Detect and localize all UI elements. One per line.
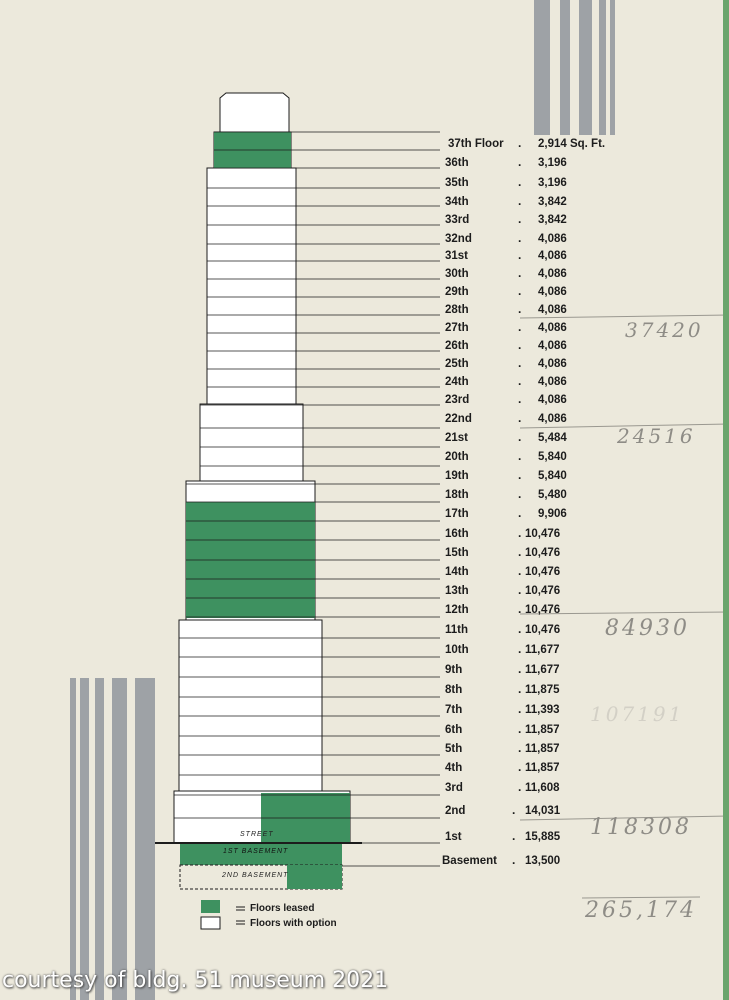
floor-label: 12th [445, 604, 469, 616]
floor-dot-leader: . [518, 231, 522, 245]
floor-label: 11th [445, 624, 469, 636]
floor-dot-leader: . [518, 430, 522, 444]
floor-dot-leader: . [518, 175, 522, 189]
floor-label: 35th [445, 177, 469, 189]
floor-dot-leader: . [518, 741, 522, 755]
floor-area-value: 4,086 [538, 250, 567, 262]
floor-label: 25th [445, 358, 469, 370]
floor-label: 20th [445, 451, 469, 463]
floor-label: 22nd [445, 413, 472, 425]
floor-label: 7th [445, 704, 463, 716]
floor-area-value: 10,476 [525, 585, 561, 597]
floor-dot-leader: . [518, 682, 522, 696]
floor-area-value: 2,914 Sq. Ft. [538, 138, 606, 150]
floor-area-value: 15,885 [525, 831, 561, 843]
credit-watermark: courtesy of bldg. 51 museum 2021 [2, 968, 389, 993]
floor-label: 16th [445, 528, 469, 540]
floor-label: 13th [445, 585, 469, 597]
handwritten-total: 118308 [590, 815, 692, 840]
legend-leased-label: Floors leased [250, 903, 315, 914]
floor-label: 21st [445, 432, 469, 444]
floor-dot-leader: . [518, 780, 522, 794]
floor-area-value: 4,086 [538, 233, 567, 245]
floor-dot-leader: . [518, 622, 522, 636]
floor-area-value: 11,393 [525, 704, 560, 716]
floor-label: 10th [445, 644, 469, 656]
floor-label: 15th [445, 547, 469, 559]
floor-dot-leader: . [518, 338, 522, 352]
floor-dot-leader: . [518, 194, 522, 208]
floor-dot-leader: . [518, 212, 522, 226]
floor-label: 19th [445, 470, 469, 482]
floor-label: 5th [445, 743, 463, 755]
floor-label: 26th [445, 340, 469, 352]
floor-dot-leader: . [518, 662, 522, 676]
basement2-label: 2ND BASEMENT [222, 872, 289, 879]
floor-area-value: 5,840 [538, 470, 567, 482]
floor-area-value: 4,086 [538, 304, 567, 316]
floor-dot-leader: . [518, 356, 522, 370]
floor-area-value: 3,196 [538, 177, 567, 189]
floor-dot-leader: . [518, 449, 522, 463]
floor-label: 14th [445, 566, 469, 578]
handwritten-total: 37420 [625, 318, 704, 342]
floor-label: 28th [445, 304, 469, 316]
floor-area-value: 4,086 [538, 286, 567, 298]
floor-area-value: 10,476 [525, 604, 561, 616]
floor-dot-leader: . [518, 392, 522, 406]
floor-area-value: 13,500 [525, 855, 561, 867]
floor-label: 8th [445, 684, 463, 696]
floor-area-value: 4,086 [538, 340, 567, 352]
floor-area-value: 11,608 [525, 782, 560, 794]
floor-label: 24th [445, 376, 469, 388]
floor-area-value: 11,857 [525, 724, 560, 736]
floor-label: 32nd [445, 233, 472, 245]
floor-area-value: 11,857 [525, 743, 560, 755]
floor-dot-leader: . [518, 702, 522, 716]
floor-area-value: 4,086 [538, 322, 567, 334]
floor-dot-leader: . [518, 722, 522, 736]
floor-dot-leader: . [518, 284, 522, 298]
floor-dot-leader: . [518, 468, 522, 482]
floor-dot-leader: . [518, 248, 522, 262]
floor-label: 17th [445, 508, 469, 520]
floor-area-value: 11,875 [525, 684, 560, 696]
right-edge-green [723, 0, 729, 1000]
floor-dot-leader: . [518, 411, 522, 425]
floor-label: 36th [445, 157, 469, 169]
floor-dot-leader: . [518, 487, 522, 501]
basement1-label: 1ST BASEMENT [223, 848, 289, 855]
floor-dot-leader: . [518, 526, 522, 540]
floor-label: 33rd [445, 214, 470, 226]
floor-label: 18th [445, 489, 469, 501]
floor-label: 9th [445, 664, 463, 676]
floor-area-value: 3,842 [538, 214, 567, 226]
floor-dot-leader: . [518, 155, 522, 169]
leased-basement-2-partial [287, 865, 342, 889]
floor-label: Basement [442, 855, 497, 867]
building-crown-cap [220, 93, 289, 132]
floor-label: 29th [445, 286, 469, 298]
floor-dot-leader: . [518, 545, 522, 559]
floor-area-value: 11,677 [525, 664, 560, 676]
floor-dot-leader: . [518, 302, 522, 316]
building-section [200, 404, 303, 481]
handwritten-total: 107191 [590, 702, 685, 726]
floor-dot-leader: . [518, 583, 522, 597]
floor-label: 4th [445, 762, 463, 774]
floor-area-value: 10,476 [525, 528, 561, 540]
floor-dot-leader: . [512, 853, 516, 867]
floor-area-value: 10,476 [525, 566, 561, 578]
floor-area-value: 9,906 [538, 508, 567, 520]
floor-area-value: 14,031 [525, 805, 561, 817]
floor-label: 1st [445, 831, 462, 843]
floor-area-value: 4,086 [538, 413, 567, 425]
floor-area-value: 4,086 [538, 358, 567, 370]
building-silhouette [155, 93, 440, 889]
floor-dot-leader: . [512, 829, 516, 843]
floor-area-value: 4,086 [538, 394, 567, 406]
floor-label: 37th Floor [448, 138, 504, 150]
floor-label: 30th [445, 268, 469, 280]
floor-dot-leader: . [512, 803, 516, 817]
legend-equals-marks [236, 907, 245, 924]
floor-dot-leader: . [518, 374, 522, 388]
floor-area-value: 3,842 [538, 196, 567, 208]
decorative-stripes-bottom [70, 678, 155, 1000]
floor-dot-leader: . [518, 266, 522, 280]
floor-dot-leader: . [518, 320, 522, 334]
floor-label: 2nd [445, 805, 466, 817]
legend-leased-swatch [201, 900, 220, 913]
floor-dot-leader: . [518, 564, 522, 578]
handwritten-total: 265,174 [585, 898, 697, 923]
floor-label: 27th [445, 322, 469, 334]
floor-area-value: 4,086 [538, 268, 567, 280]
floor-area-value: 5,840 [538, 451, 567, 463]
legend-option-label: Floors with option [250, 918, 337, 929]
floor-dot-leader: . [518, 602, 522, 616]
floor-dot-leader: . [518, 136, 522, 150]
handwritten-total: 84930 [605, 616, 690, 641]
floor-area-value: 3,196 [538, 157, 567, 169]
legend-option-swatch [201, 917, 220, 929]
floor-area-value: 10,476 [525, 624, 561, 636]
floor-area-value: 11,857 [525, 762, 560, 774]
floor-area-value: 11,677 [525, 644, 560, 656]
floor-area-value: 5,484 [538, 432, 567, 444]
floor-label: 31st [445, 250, 469, 262]
floor-dot-leader: . [518, 760, 522, 774]
floor-area-value: 5,480 [538, 489, 567, 501]
decorative-stripes-top [534, 0, 615, 135]
floor-dot-leader: . [518, 506, 522, 520]
floor-label: 34th [445, 196, 469, 208]
building-section [179, 620, 322, 791]
street-label: STREET [240, 831, 274, 838]
floor-label: 3rd [445, 782, 463, 794]
handwritten-total: 24516 [617, 424, 696, 448]
floor-area-value: 10,476 [525, 547, 561, 559]
floor-label: 23rd [445, 394, 470, 406]
floor-label: 6th [445, 724, 463, 736]
floor-area-value: 4,086 [538, 376, 567, 388]
floor-dot-leader: . [518, 642, 522, 656]
